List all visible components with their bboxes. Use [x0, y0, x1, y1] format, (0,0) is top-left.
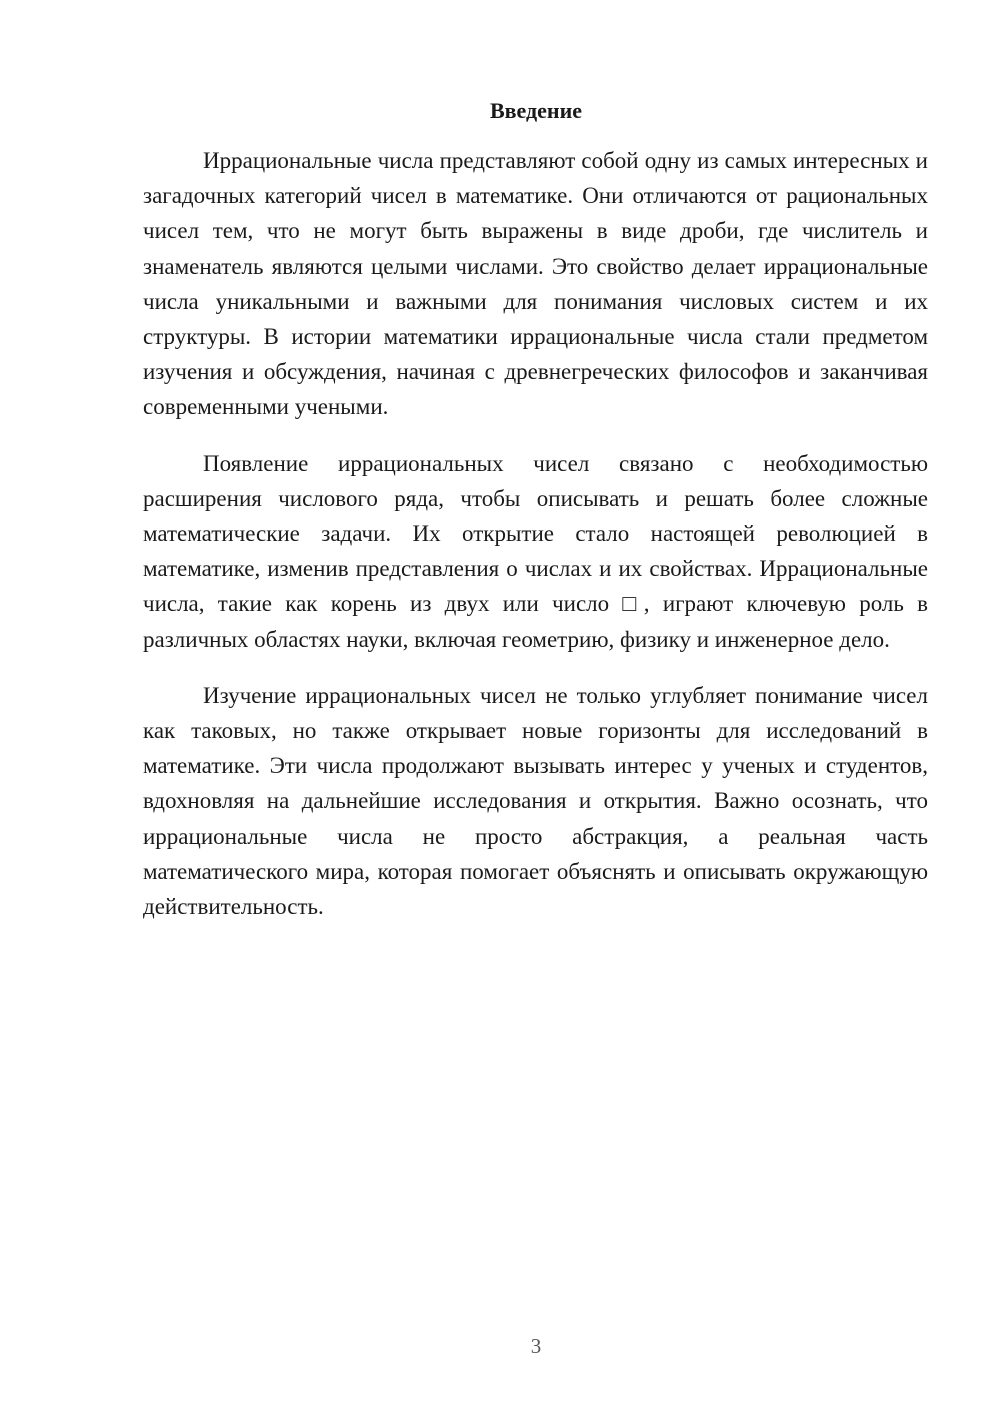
paragraph-1: Иррациональные числа представляют собой одну из самых интересных и загадочных категорий чисел в математике. Они отличаются от рациональных чисел тем, что не могут быть выражены в виде дроби, где числитель и знаменатель являются целыми числами. Это свойство делает иррациональные числа уникальными и важными для понимания числовых систем и их структуры. В истории математики иррациональные числа стали предметом изучения и обсуждения, начиная с древнегреческих философов и заканчивая современными учеными.: [143, 148, 928, 420]
document-body: [143, 143, 928, 924]
page-number: 3: [530, 1334, 542, 1358]
paragraph-3: Изучение иррациональных чисел не только углубляет понимание чисел как таковых, но также открывает новые горизонты для исследований в математике. Эти числа продолжают вызывать интерес у ученых и студентов, вдохновляя на дальнейшие исследования и открытия. Важно осознать, что иррациональные числа не просто абстракция, а реальная часть математического мира, которая помогает объяснять и описывать окружающую действительность.: [143, 682, 928, 920]
section-heading: Введение: [489, 98, 583, 123]
paragraph-2: Появление иррациональных чисел связано с необходимостью расширения числового ряда, чтобы описывать и решать более сложные математические задачи. Их открытие стало настоящей революцией в математике, изменив представления о числах и их свойствах. Иррациональные числа, такие как корень из двух или число □, играют ключевую роль в различных областях науки, включая геометрию, физику и инженерное дело.: [143, 450, 928, 652]
